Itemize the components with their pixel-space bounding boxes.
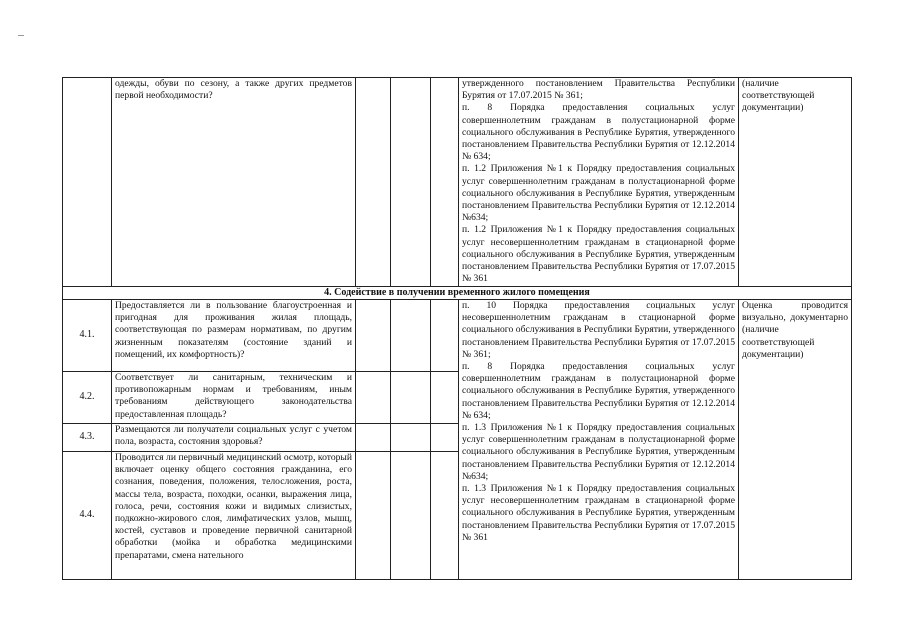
answer-na-cell [431, 424, 459, 452]
question-cell [112, 372, 356, 424]
method-text: Оценка проводится визуально, документарно (наличие соответствующей документации) [742, 300, 848, 360]
answer-na-cell [431, 372, 459, 424]
answer-no-cell [391, 452, 431, 580]
question-text: Предоставляется ли в пользование благоустроенная и пригодная для проживания жилая площадь, соответствующая по размерам нормативам, по другим жизненным показателям (состояние зданий и помещений, их комфортность)? [115, 300, 352, 360]
question-cell [112, 424, 356, 452]
legal-ref: п. 1.3 Приложения №1 к Порядку предоставления социальных услуг несовершеннолетним гражданам в стационарной форме социального обслуживания в Республике Бурятия, утвержденным постановлением Правительства Республики Бурятия от 17.07.2015 № 361 [462, 483, 735, 543]
question-cell [112, 452, 356, 580]
question-cell [112, 78, 356, 287]
row-number: 4.2. [63, 372, 112, 424]
answer-yes-cell [356, 372, 391, 424]
section-header-row [63, 287, 852, 300]
legal-ref: п. 8 Порядка предоставления социальных услуг совершеннолетним гражданам в полустационарной форме социального обслуживания в Республике Бурятия, утвержденного постановлением Правительства Республики Бурятия от 12.12.2014 № 634; [462, 102, 735, 163]
legal-refs-cell [459, 300, 739, 580]
answer-yes-cell [356, 452, 391, 580]
legal-ref: п. 8 Порядка предоставления социальных услуг совершеннолетним гражданам в полустационарной форме социального обслуживания в Республике Бурятия, утвержденного постановлением Правительства Республики Бурятия от 12.12.2014 № 634; [462, 361, 735, 421]
legal-ref: п. 10 Порядка предоставления социальных услуг несовершеннолетним гражданам в стационарной форме социального обслуживания в Республики Бурятии, утвержденного постановлением Правительства Республики Бурятия от 17.07.2015 № 361; [462, 300, 735, 360]
legal-ref: п. 1.2 Приложения №1 к Порядку предоставления социальных услуг совершеннолетним гражданам в полустационарной форме социального обслуживания в Республике Бурятия, утвержденным постановлением Правительства Республики Бурятия от 12.12.2014 №634; [462, 163, 735, 224]
table-row [63, 78, 852, 287]
legal-ref: п. 1.2 Приложения №1 к Порядку предоставления социальных услуг несовершеннолетним гражданам в стационарной форме социального обслуживания в Республике Бурятия, утвержденным постановлением Правительства Республики Бурятия от 17.07.2015 № 361 [462, 224, 735, 285]
method-cell [739, 78, 852, 287]
row-number: 4.1. [63, 300, 112, 372]
question-cell [112, 300, 356, 372]
method-text: (наличие соответствующей документации) [742, 78, 815, 114]
answer-na-cell [431, 78, 459, 287]
number-cell [63, 78, 112, 287]
scan-mark [18, 35, 24, 36]
answer-yes-cell [356, 78, 391, 287]
answer-no-cell [391, 424, 431, 452]
legal-refs-cell [459, 78, 739, 287]
answer-no-cell [391, 372, 431, 424]
question-text: Соответствует ли санитарным, техническим и противопожарным нормам и требованиям, иным требованиям действующего законодательства предоставленная площадь? [115, 372, 352, 420]
answer-na-cell [431, 452, 459, 580]
answer-no-cell [391, 300, 431, 372]
answer-yes-cell [356, 300, 391, 372]
legal-ref: п. 1.3 Приложения №1 к Порядку предоставления социальных услуг совершеннолетним гражданам в полустационарной форме социального обслуживания в Республике Бурятия, утвержденным постановлением Правительства Республики Бурятия от 12.12.2014 №634; [462, 422, 735, 482]
inspection-table [62, 77, 852, 580]
question-text: одежды, обуви по сезону, а также других предметов первой необходимости? [115, 78, 352, 102]
answer-yes-cell [356, 424, 391, 452]
section-title: 4. Содействие в получении временного жилого помещения [63, 287, 852, 300]
row-number: 4.4. [63, 452, 112, 580]
row-number: 4.3. [63, 424, 112, 452]
question-text: Размещаются ли получатели социальных услуг с учетом пола, возраста, состояния здоровья? [115, 424, 352, 448]
answer-no-cell [391, 78, 431, 287]
legal-ref: утвержденного постановлением Правительства Республики Бурятия от 17.07.2015 № 361; [462, 78, 735, 102]
method-cell [739, 300, 852, 580]
table-row [63, 300, 852, 372]
question-text: Проводится ли первичный медицинский осмотр, который включает оценку общего состояния гражданина, его сознания, поведения, положения, телосложения, роста, массы тела, возраста, походки, осанки, выражения лица, голоса, речи, состояния кожи и видимых слизистых, подкожно-жирового слоя, лимфатических узлов, мышц, костей, суставов и проведение первичной санитарной обработки (мойка и обработка медицинскими препаратами, смена нательного [115, 452, 352, 561]
answer-na-cell [431, 300, 459, 372]
